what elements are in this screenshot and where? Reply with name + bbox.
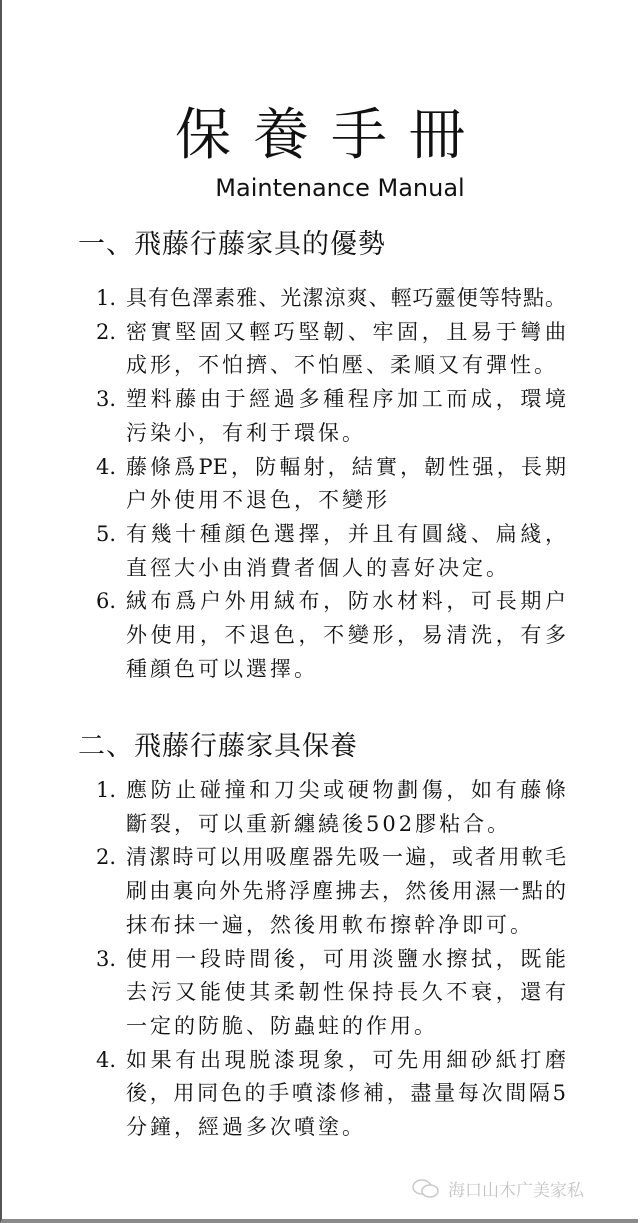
list-item <box>96 943 566 1044</box>
section-heading-advantages: 一、飛藤行藤家具的優勢 <box>78 229 386 260</box>
item-text-line: 具有色澤素雅、光潔涼爽、輕巧靈便等特點。 <box>126 286 566 310</box>
item-text <box>126 316 566 383</box>
list-item <box>96 841 566 942</box>
list-item <box>96 451 566 518</box>
item-number: 1. <box>96 778 117 802</box>
item-number: 1. <box>96 286 117 310</box>
item-text-line: 應防止碰撞和刀尖或硬物劃傷，如有藤條 <box>126 778 566 802</box>
wechat-icon <box>412 1178 440 1200</box>
item-number: 3. <box>96 946 117 971</box>
list-item <box>96 585 566 686</box>
section-heading-maintenance: 二、飛藤行藤家具保養 <box>78 731 358 762</box>
item-text <box>126 451 566 518</box>
item-text <box>126 1044 566 1145</box>
item-text <box>126 774 566 841</box>
item-text-line: 如果有出現脱漆現象，可先用細砂紙打磨 <box>126 1047 566 1072</box>
page-title: 保養手冊 <box>175 103 487 168</box>
item-text <box>126 282 566 316</box>
item-text <box>126 943 566 1044</box>
item-text <box>126 383 566 450</box>
maintenance-list <box>96 774 566 1145</box>
item-text-line: 種顔色可以選擇。 <box>126 656 318 681</box>
item-text-line: 抹布抹一遍，然後用軟布擦幹净即可。 <box>126 912 534 937</box>
item-text-line: 污染小，有利于環保。 <box>126 420 366 445</box>
item-number: 6. <box>96 589 117 614</box>
item-text-line: 斷裂，可以重新纏繞後502膠粘合。 <box>126 811 512 836</box>
item-text-line: 去污又能使其柔韌性保持長久不衰，還有 <box>126 980 566 1005</box>
watermark-text: 海口山木广美家私 <box>448 1181 584 1201</box>
list-item <box>96 383 566 450</box>
item-text-line: 刷由裏向外先將浮塵拂去，然後用濕一點的 <box>126 879 566 904</box>
advantages-list <box>96 282 566 686</box>
item-number: 2. <box>96 319 117 344</box>
item-number: 4. <box>96 454 117 479</box>
item-text-line: 使用一段時間後，可用淡鹽水擦拭，既能 <box>126 946 566 971</box>
item-number: 4. <box>96 1047 117 1072</box>
item-number: 3. <box>96 387 117 412</box>
item-number: 2. <box>96 845 117 870</box>
list-item <box>96 518 566 585</box>
item-text <box>126 585 566 686</box>
item-text-line: 塑料藤由于經過多種程序加工而成，環境 <box>126 387 566 412</box>
item-text-line: 絨布爲户外用絨布，防水材料，可長期户 <box>126 589 566 614</box>
item-text-line: 清潔時可以用吸塵器先吸一遍，或者用軟毛 <box>126 845 566 870</box>
item-text-line: 外使用，不退色，不變形，易清洗，有多 <box>126 623 566 648</box>
item-text-line: 分鐘，經過多次噴塗。 <box>126 1115 366 1140</box>
item-text-line: 密實堅固又輕巧堅韌、牢固，且易于彎曲 <box>126 319 566 344</box>
item-text-line: 直徑大小由消費者個人的喜好决定。 <box>126 555 510 580</box>
list-item <box>96 1044 566 1145</box>
item-text-line: 户外使用不退色，不變形 <box>126 488 390 513</box>
list-item <box>96 316 566 383</box>
item-text-line: 有幾十種顔色選擇，并且有圓綫、扁綫， <box>126 521 566 546</box>
item-text-line: 一定的防脆、防蟲蛀的作用。 <box>126 1013 438 1038</box>
item-text <box>126 841 566 942</box>
page-subtitle: Maintenance Manual <box>215 174 465 202</box>
item-text <box>126 518 566 585</box>
watermark <box>412 1176 584 1201</box>
item-text-line: 後，用同色的手噴漆修補，盡量每次間隔5 <box>126 1081 566 1106</box>
list-item <box>96 774 566 841</box>
item-text-line: 成形，不怕擠、不怕壓、柔順又有彈性。 <box>126 353 558 378</box>
item-number: 5. <box>96 521 117 546</box>
list-item <box>96 282 566 316</box>
item-text-line: 藤條爲PE，防輻射，結實，韌性强，長期 <box>126 454 566 479</box>
